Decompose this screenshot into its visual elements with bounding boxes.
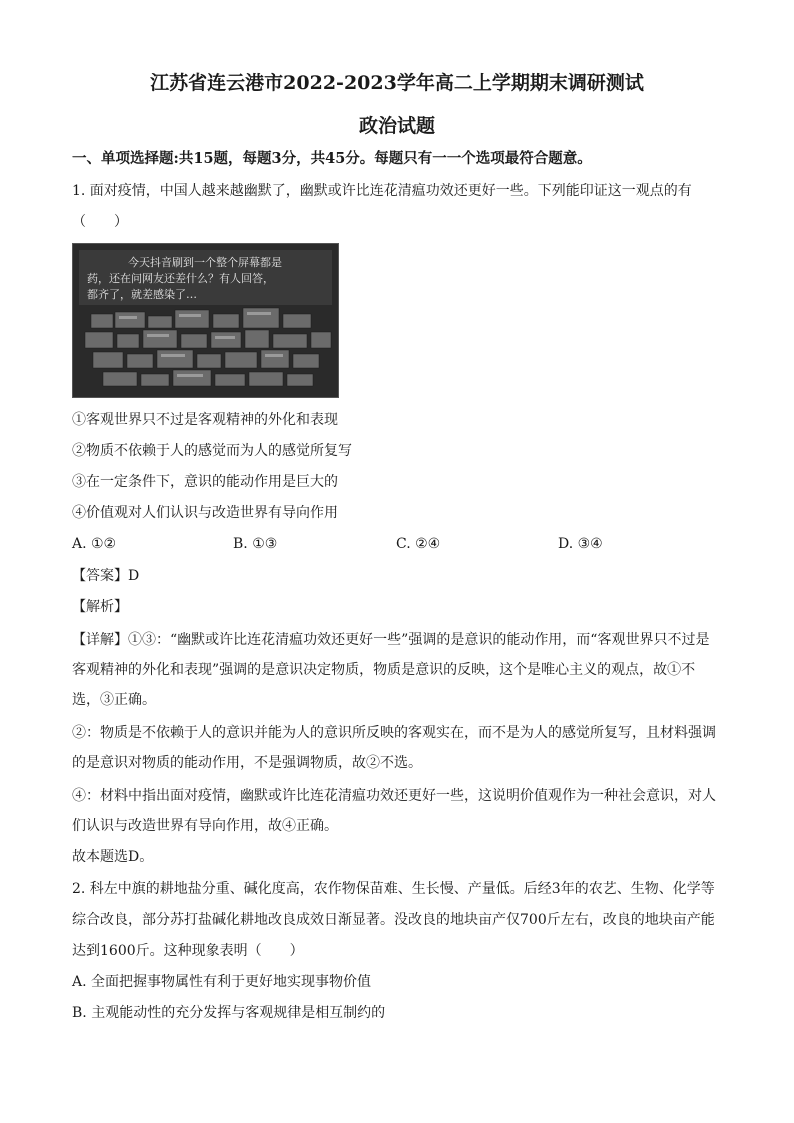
q1-detail-line5: 的是意识对物质的能动作用，不是强调物质，故②不选。	[72, 755, 422, 771]
q1-option-a: A. ①②	[72, 536, 117, 552]
section-heading: 一、单项选择题:共15题，每题3分，共45分。每题只有一一个选项最符合题意。	[72, 150, 592, 167]
photo-caption-line1: 今天抖音刷到一个整个屏幕都是	[128, 256, 282, 269]
q1-photo	[72, 243, 339, 398]
q1-option-b: B. ①③	[233, 536, 278, 552]
q1-detail-line6: ④：材料中指出面对疫情，幽默或许比连花清瘟功效还更好一些，这说明价值观作为一种社会意识，对人	[72, 788, 716, 804]
q1-stem-line2: （ ）	[72, 214, 128, 230]
q1-detail-line1: 【详解】①③：“幽默或许比连花清瘟功效还更好一些”强调的是意识的能动作用，而“客观世界只不过是	[72, 632, 710, 648]
q1-option-d: D. ③④	[558, 536, 603, 552]
photo-caption-line2: 药，还在问网友还差什么？有人回答，	[87, 272, 274, 285]
exam-title: 江苏省连云港市2022-2023学年高二上学期期末调研测试	[150, 72, 644, 94]
q1-photo-graphic	[73, 244, 338, 397]
q1-conclusion: 故本题选D。	[72, 849, 154, 865]
q2-option-b: B. 主观能动性的充分发挥与客观规律是相互制约的	[72, 1005, 386, 1021]
q1-statement-3: ③在一定条件下，意识的能动作用是巨大的	[72, 474, 338, 490]
q1-answer: 【答案】D	[72, 568, 140, 584]
q2-stem-line3: 达到1600斤。这种现象表明（ ）	[72, 943, 304, 959]
q2-option-a: A. 全面把握事物属性有利于更好地实现事物价值	[72, 974, 372, 990]
q2-stem-line2: 综合改良，部分苏打盐碱化耕地改良成效日渐显著。没改良的地块亩产仅700斤左右，改良的地块亩产能	[72, 912, 715, 928]
q1-detail-line3: 选，③正确。	[72, 692, 156, 708]
q1-statement-1: ①客观世界只不过是客观精神的外化和表现	[72, 412, 338, 428]
q2-stem-line1: 2. 科左中旗的耕地盐分重、碱化度高，农作物保苗难、生长慢、产量低。后经3年的农艺、生物、化学等	[72, 881, 715, 897]
q1-option-c: C. ②④	[396, 536, 441, 552]
q1-detail-line7: 们认识与改造世界有导向作用，故④正确。	[72, 818, 338, 834]
q1-stem-line1: 1. 面对疫情，中国人越来越幽默了，幽默或许比连花清瘟功效还更好一些。下列能印证这一观点的有	[72, 183, 692, 199]
q1-statement-2: ②物质不依赖于人的感觉而为人的感觉所复写	[72, 443, 352, 459]
q1-statement-4: ④价值观对人们认识与改造世界有导向作用	[72, 505, 338, 521]
q1-analysis-label: 【解析】	[72, 599, 128, 615]
photo-caption-line3: 都齐了，就差感染了…	[87, 288, 197, 301]
q1-detail-line4: ②：物质是不依赖于人的意识并能为人的意识所反映的客观实在，而不是为人的感觉所复写，且材料强调	[72, 725, 716, 741]
q1-detail-line2: 客观精神的外化和表现”强调的是意识决定物质，物质是意识的反映，这个是唯心主义的观点，故①不	[72, 662, 696, 678]
exam-subtitle: 政治试题	[358, 115, 435, 137]
